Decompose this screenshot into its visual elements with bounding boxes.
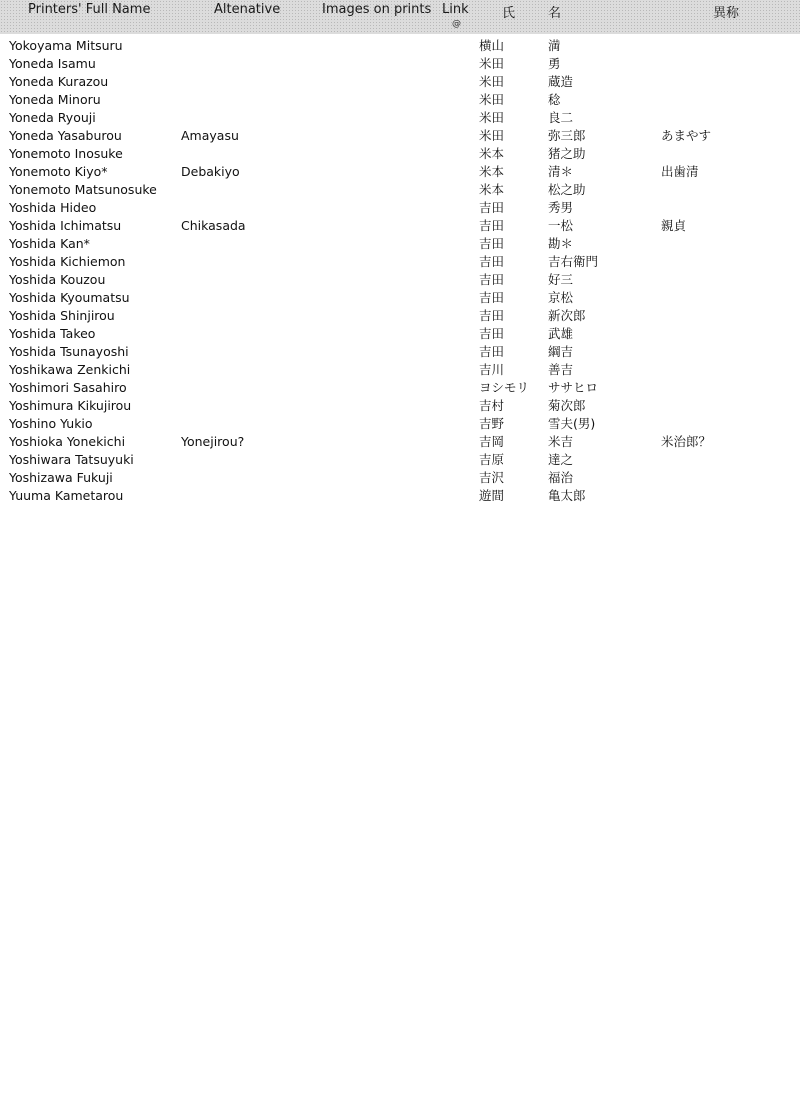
given-jp-cell: 新次郎 <box>548 308 586 323</box>
surname-jp-cell: 吉村 <box>479 398 505 413</box>
given-jp-cell: 秀男 <box>548 200 574 215</box>
surname-jp-cell: 吉田 <box>479 290 505 305</box>
table-row <box>0 55 800 73</box>
given-jp-cell: 達之 <box>548 452 574 467</box>
name-cell: Yonemoto Matsunosuke <box>9 182 157 197</box>
table-row <box>0 73 800 91</box>
surname-jp-cell: 米田 <box>479 56 505 71</box>
table-row <box>0 307 800 325</box>
given-jp-cell: 良二 <box>548 110 574 125</box>
given-jp-cell: 米吉 <box>548 434 574 449</box>
surname-jp-cell: 吉沢 <box>479 470 505 485</box>
alternative-cell: Debakiyo <box>181 164 240 179</box>
surname-jp-cell: 吉田 <box>479 254 505 269</box>
given-jp-cell: 好三 <box>548 272 574 287</box>
surname-jp-cell: 吉田 <box>479 308 505 323</box>
name-cell: Yoshida Hideo <box>9 200 97 215</box>
name-cell: Yoshida Kichiemon <box>9 254 126 269</box>
given-jp-cell: 福治 <box>548 470 574 485</box>
alternative-cell: Yonejirou? <box>181 434 245 449</box>
surname-jp-cell: 米本 <box>479 146 505 161</box>
surname-jp-cell: 吉田 <box>479 218 505 233</box>
header-alias-jp: 異称 <box>713 6 740 21</box>
table-row <box>0 181 800 199</box>
surname-jp-cell: 米田 <box>479 128 505 143</box>
given-jp-cell: 雪夫(男) <box>548 416 596 431</box>
table-header <box>0 0 800 34</box>
name-cell: Yoneda Minoru <box>9 92 101 107</box>
table-row <box>0 379 800 397</box>
given-jp-cell: 武雄 <box>548 326 574 341</box>
name-cell: Yoshida Kyoumatsu <box>9 290 130 305</box>
header-alternative: Altenative <box>214 2 281 17</box>
given-jp-cell: 弥三郎 <box>548 128 586 143</box>
name-cell: Yoneda Ryouji <box>9 110 96 125</box>
name-cell: Yoneda Yasaburou <box>9 128 122 143</box>
name-cell: Yoneda Isamu <box>9 56 96 71</box>
surname-jp-cell: 米田 <box>479 92 505 107</box>
surname-jp-cell: 米田 <box>479 110 505 125</box>
alias-jp-cell: あまやす <box>661 128 712 143</box>
name-cell: Yuuma Kametarou <box>9 488 124 503</box>
name-cell: Yoneda Kurazou <box>9 74 109 89</box>
surname-jp-cell: 吉岡 <box>479 434 505 449</box>
name-cell: Yoshida Kouzou <box>9 272 106 287</box>
given-jp-cell: 松之助 <box>548 182 586 197</box>
table-row <box>0 469 800 487</box>
name-cell: Yoshida Tsunayoshi <box>9 344 129 359</box>
name-cell: Yoshizawa Fukuji <box>9 470 113 485</box>
table-row <box>0 37 800 55</box>
surname-jp-cell: 吉田 <box>479 236 505 251</box>
given-jp-cell: ササヒロ <box>548 380 599 395</box>
name-cell: Yoshimura Kikujirou <box>9 398 132 413</box>
table-row <box>0 163 800 181</box>
given-jp-cell: 清＊ <box>548 164 574 179</box>
table-row <box>0 487 800 505</box>
given-jp-cell: 一松 <box>548 218 574 233</box>
table-row <box>0 433 800 451</box>
header-link-at: @ <box>452 19 461 29</box>
given-jp-cell: 蔵造 <box>548 74 574 89</box>
name-cell: Yoshikawa Zenkichi <box>9 362 131 377</box>
table-row <box>0 343 800 361</box>
given-jp-cell: 菊次郎 <box>548 398 586 413</box>
given-jp-cell: 勇 <box>548 56 561 71</box>
surname-jp-cell: 吉田 <box>479 272 505 287</box>
table-row <box>0 361 800 379</box>
header-images-on-prints: Images on prints <box>322 2 432 17</box>
table-row <box>0 145 800 163</box>
table-row <box>0 289 800 307</box>
alternative-cell: Chikasada <box>181 218 246 233</box>
header-full-name: Printers' Full Name <box>28 2 151 17</box>
table-row <box>0 91 800 109</box>
given-jp-cell: 善吉 <box>548 362 574 377</box>
table-row <box>0 271 800 289</box>
given-jp-cell: 亀太郎 <box>548 488 586 503</box>
table-row <box>0 397 800 415</box>
given-jp-cell: 京松 <box>548 290 574 305</box>
given-jp-cell: 稔 <box>548 92 561 107</box>
surname-jp-cell: 吉田 <box>479 200 505 215</box>
surname-jp-cell: 吉川 <box>479 362 505 377</box>
printer-table-body <box>0 37 800 505</box>
given-jp-cell: 勘＊ <box>548 236 574 251</box>
alias-jp-cell: 出歯清 <box>661 164 699 179</box>
name-cell: Yonemoto Inosuke <box>9 146 123 161</box>
table-row <box>0 217 800 235</box>
given-jp-cell: 吉右衛門 <box>548 254 599 269</box>
surname-jp-cell: 吉田 <box>479 344 505 359</box>
surname-jp-cell: ヨシモリ <box>479 380 530 395</box>
header-link: Link <box>442 2 469 17</box>
table-row <box>0 451 800 469</box>
surname-jp-cell: 遊間 <box>479 488 505 503</box>
name-cell: Yoshida Shinjirou <box>9 308 115 323</box>
table-row <box>0 325 800 343</box>
name-cell: Yoshioka Yonekichi <box>9 434 126 449</box>
alias-jp-cell: 米治郎？ <box>661 434 712 449</box>
table-row <box>0 253 800 271</box>
header-surname-jp: 氏 <box>502 6 516 21</box>
table-row <box>0 199 800 217</box>
table-row <box>0 415 800 433</box>
given-jp-cell: 満 <box>548 38 561 53</box>
table-row <box>0 109 800 127</box>
surname-jp-cell: 吉原 <box>479 452 505 467</box>
name-cell: Yoshida Kan* <box>9 236 90 251</box>
name-cell: Yoshida Ichimatsu <box>9 218 122 233</box>
table-row <box>0 235 800 253</box>
name-cell: Yoshida Takeo <box>9 326 96 341</box>
name-cell: Yonemoto Kiyo* <box>9 164 108 179</box>
given-jp-cell: 綱吉 <box>548 344 574 359</box>
surname-jp-cell: 米田 <box>479 74 505 89</box>
surname-jp-cell: 横山 <box>479 38 505 53</box>
surname-jp-cell: 吉野 <box>479 416 505 431</box>
header-given-jp: 名 <box>548 6 562 21</box>
name-cell: Yoshiwara Tatsuyuki <box>9 452 134 467</box>
surname-jp-cell: 米本 <box>479 164 505 179</box>
table-row <box>0 127 800 145</box>
name-cell: Yoshimori Sasahiro <box>9 380 127 395</box>
surname-jp-cell: 吉田 <box>479 326 505 341</box>
surname-jp-cell: 米本 <box>479 182 505 197</box>
name-cell: Yokoyama Mitsuru <box>9 38 123 53</box>
name-cell: Yoshino Yukio <box>9 416 93 431</box>
alias-jp-cell: 親貞 <box>661 218 687 233</box>
given-jp-cell: 猪之助 <box>548 146 586 161</box>
alternative-cell: Amayasu <box>181 128 239 143</box>
